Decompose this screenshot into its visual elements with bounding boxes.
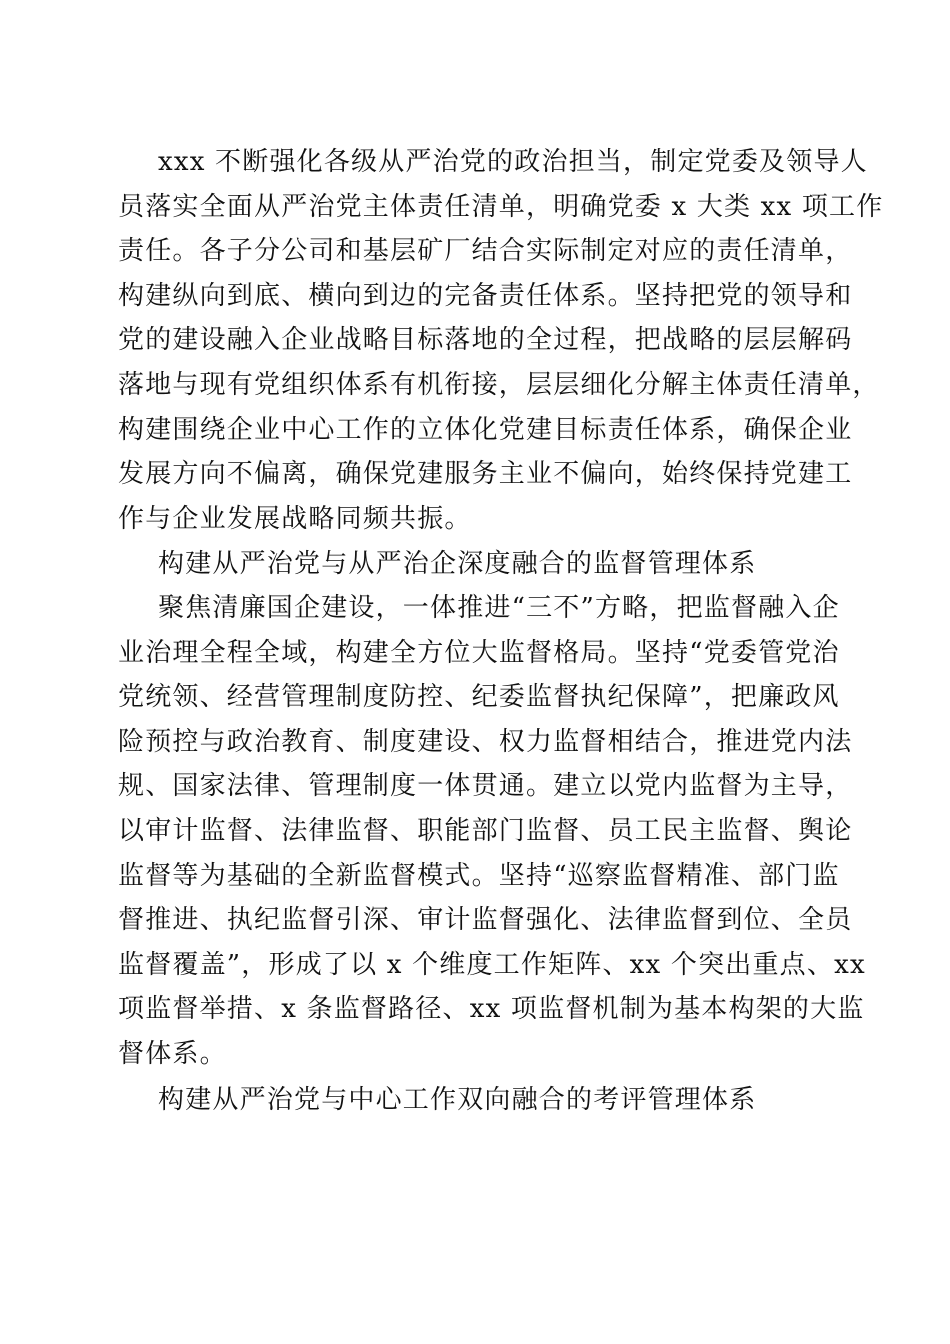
paragraph-line: 业治理全程全域，构建全方位大监督格局。坚持“党委管党治 [118, 637, 840, 668]
paragraph-line: 督体系。 [118, 1038, 227, 1069]
paragraph-line: 责任。各子分公司和基层矿厂结合实际制定对应的责任清单， [118, 236, 853, 267]
paragraph-line: 发展方向不偏离，确保党建服务主业不偏向，始终保持党建工 [118, 459, 853, 490]
paragraph-line: 项监督举措、x 条监督路径、xx 项监督机制为基本构架的大监 [118, 994, 865, 1025]
paragraph-responsibility [118, 140, 884, 541]
paragraph-line: 作与企业发展战略同频共振。 [118, 503, 472, 534]
paragraph-line: 以审计监督、法律监督、职能部门监督、员工民主监督、舆论 [118, 815, 853, 846]
paragraph-line: 险预控与政治教育、制度建设、权力监督相结合，推进党内法 [118, 726, 853, 757]
paragraph-line: 员落实全面从严治党主体责任清单，明确党委 x 大类 xx 项工作 [118, 191, 884, 222]
section-heading-text: 构建从严治党与中心工作双向融合的考评管理体系 [158, 1085, 757, 1115]
paragraph-line: 规、国家法律、管理制度一体贯通。建立以党内监督为主导， [118, 771, 853, 802]
section-heading-evaluation [118, 1078, 840, 1123]
paragraph-line: xxx 不断强化各级从严治党的政治担当，制定党委及领导人 [158, 147, 868, 177]
paragraph-line: 监督覆盖”，形成了以 x 个维度工作矩阵、xx 个突出重点、xx [118, 949, 866, 980]
paragraph-line: 落地与现有党组织体系有机衔接，层层细化分解主体责任清单， [118, 369, 880, 400]
paragraph-line: 督推进、执纪监督引深、审计监督强化、法律监督到位、全员 [118, 905, 853, 936]
paragraph-line: 党统领、经营管理制度防控、纪委监督执纪保障”，把廉政风 [118, 682, 840, 713]
paragraph-supervision [118, 586, 866, 1077]
paragraph-line: 监督等为基础的全新监督模式。坚持“巡察监督精准、部门监 [118, 860, 840, 891]
section-heading-supervision [118, 542, 840, 587]
section-heading-text: 构建从严治党与从严治企深度融合的监督管理体系 [158, 549, 757, 579]
paragraph-line: 党的建设融入企业战略目标落地的全过程，把战略的层层解码 [118, 325, 853, 356]
paragraph-line: 聚焦清廉国企建设，一体推进“三不”方略，把监督融入企 [158, 593, 840, 623]
paragraph-line: 构建围绕企业中心工作的立体化党建目标责任体系，确保企业 [118, 414, 853, 445]
paragraph-line: 构建纵向到底、横向到边的完备责任体系。坚持把党的领导和 [118, 280, 853, 311]
